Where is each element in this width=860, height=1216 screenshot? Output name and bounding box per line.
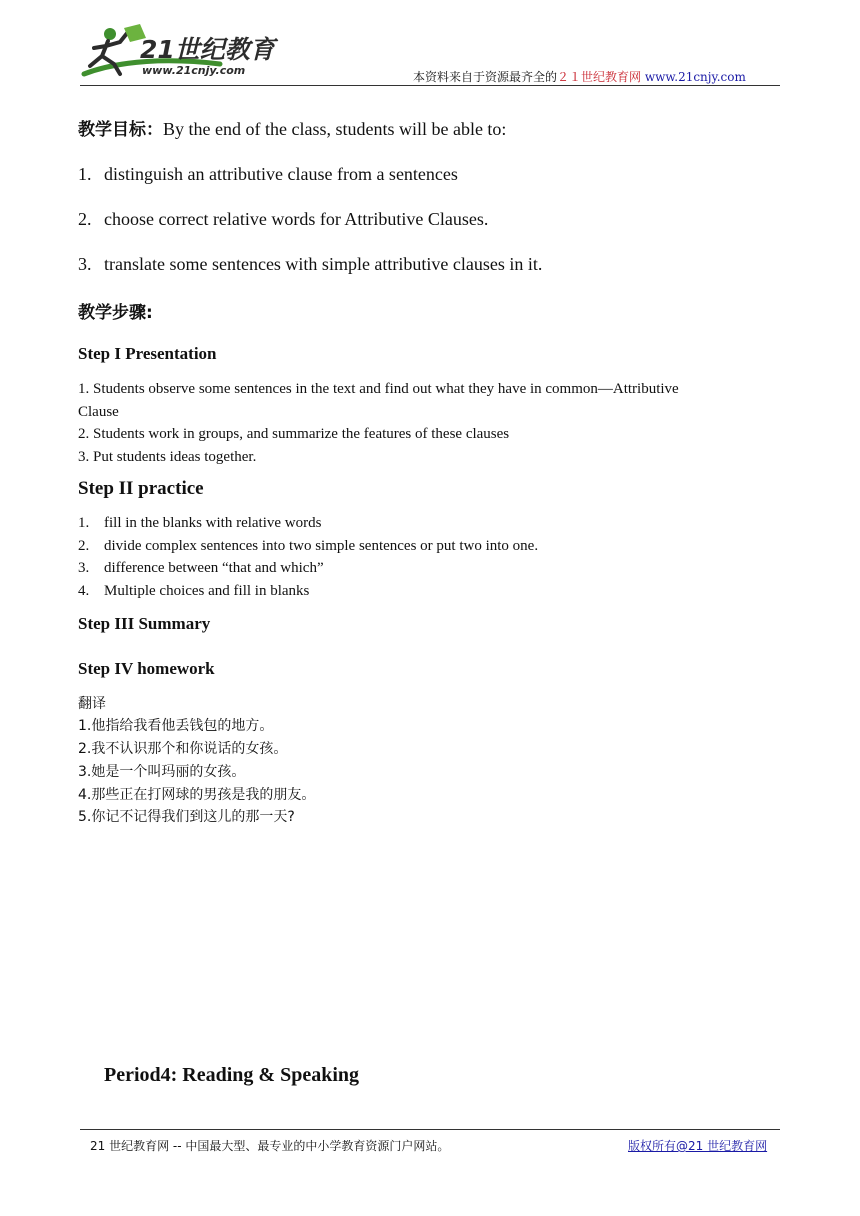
runner-logo-icon	[80, 22, 295, 86]
header-source-url[interactable]: www.21cnjy.com	[644, 70, 746, 84]
step1-line: 2. Students work in groups, and summarize the features of these clauses	[78, 426, 510, 442]
objective-item	[78, 253, 542, 275]
footer-copyright-link[interactable]: 版权所有@21 世纪教育网	[628, 1139, 768, 1153]
step3-title: Step III Summary	[78, 614, 211, 633]
objective-text: translate some sentences with simple attributive clauses in it.	[104, 254, 543, 274]
step1-title: Step I Presentation	[78, 344, 217, 363]
homework-line: 3.她是一个叫玛丽的女孩。	[78, 764, 246, 780]
objective-item	[78, 163, 458, 185]
step2-number: 3.	[78, 560, 90, 576]
objective-item	[78, 208, 488, 230]
header-source-prefix: 本资料来自于资源最齐全的	[413, 70, 558, 84]
objective-number: 2.	[78, 209, 92, 229]
objectives-heading	[78, 118, 506, 141]
footer-site-description: 21 世纪教育网 -- 中国最大型、最专业的中小学教育资源门户网站。	[90, 1139, 450, 1153]
homework-line: 4.那些正在打网球的男孩是我的朋友。	[78, 787, 316, 803]
svg-text:www.21cnjy.com: www.21cnjy.com	[142, 64, 246, 77]
step2-text: Multiple choices and fill in blanks	[104, 583, 310, 599]
step2-item	[78, 512, 321, 534]
step2-text: fill in the blanks with relative words	[104, 515, 322, 531]
step4-title: Step IV homework	[78, 659, 215, 678]
step2-number: 4.	[78, 583, 90, 599]
objective-number: 1.	[78, 164, 92, 184]
header-divider	[80, 85, 780, 86]
objective-text: distinguish an attributive clause from a sentences	[104, 164, 458, 184]
period-title: Period4: Reading & Speaking	[104, 1064, 360, 1086]
step1-line: Clause	[78, 404, 119, 420]
svg-text:21世纪教育: 21世纪教育	[140, 35, 275, 64]
site-logo	[80, 22, 295, 86]
homework-line: 2.我不认识那个和你说话的女孩。	[78, 741, 288, 757]
objectives-intro: By the end of the class, students will be able to:	[163, 119, 507, 139]
objectives-label: 教学目标：	[78, 120, 163, 140]
step2-title: Step II practice	[78, 478, 204, 499]
homework-label: 翻译	[78, 696, 106, 712]
header-source-brand: ２１世纪教育网	[557, 70, 642, 84]
steps-heading: 教学步骤:	[78, 303, 153, 323]
step2-text: divide complex sentences into two simple sentences or put two into one.	[104, 538, 539, 554]
step2-item	[78, 535, 538, 557]
step1-line: 1. Students observe some sentences in the text and find out what they have in common—Attributive	[78, 381, 679, 397]
step2-text: difference between “that and which”	[104, 560, 324, 576]
step2-item	[78, 580, 309, 602]
homework-line: 5.你记不记得我们到这儿的那一天?	[78, 809, 295, 825]
step2-item	[78, 557, 324, 579]
step2-number: 1.	[78, 515, 90, 531]
step1-line: 3. Put students ideas together.	[78, 449, 257, 465]
footer-divider	[80, 1129, 780, 1130]
objective-text: choose correct relative words for Attributive Clauses.	[104, 209, 489, 229]
step2-number: 2.	[78, 538, 90, 554]
objective-number: 3.	[78, 254, 92, 274]
homework-line: 1.他指给我看他丢钱包的地方。	[78, 718, 274, 734]
header-source-note	[413, 68, 746, 85]
